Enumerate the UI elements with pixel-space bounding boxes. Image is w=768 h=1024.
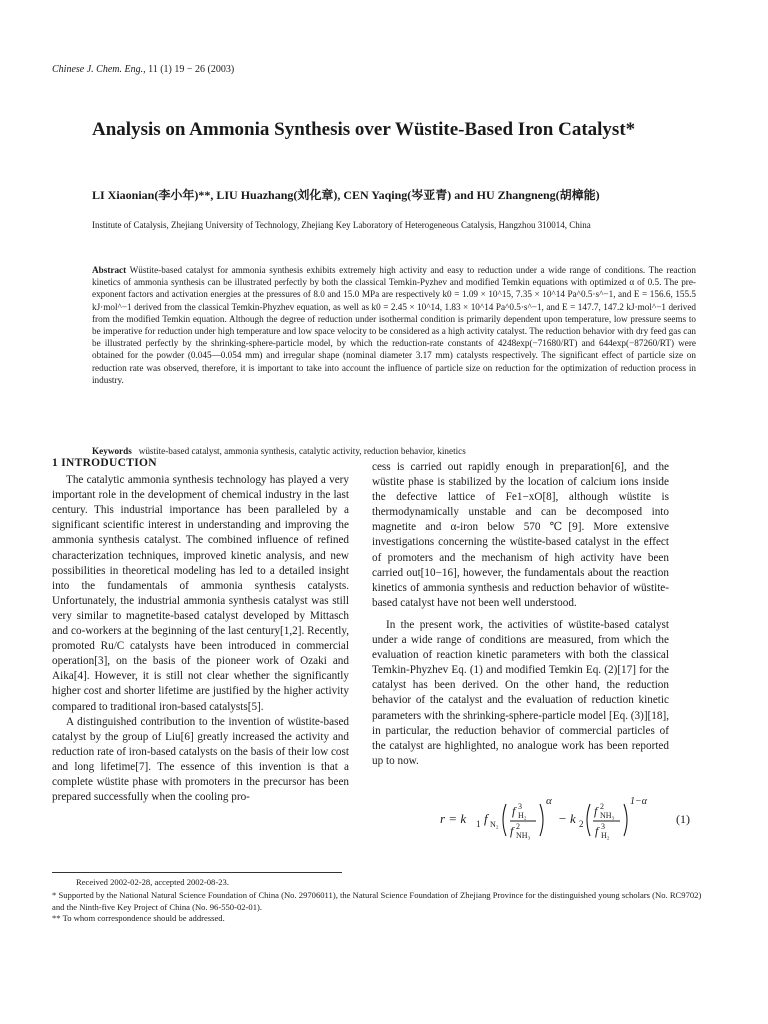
eq-h2-sup2: 3 [601,822,605,831]
journal-name: Chinese J. Chem. Eng., [52,64,146,75]
author-list: LI Xiaonian(李小年)**, LIU Huazhang(刘化章), CEN Yaqing(岑亚青) and HU Zhangneng(胡樟能) [92,188,600,202]
rate-equation [440,790,696,846]
eq-nh3-sup2: 2 [600,802,604,811]
eq-fnh3-num: f [594,804,598,818]
eq-nh3-sup: 2 [516,822,520,831]
journal-volume: 11 (1) 19 − 26 (2003) [148,64,235,75]
eq-fnh3-den: f [510,824,514,838]
paragraph: In the present work, the activities of wüstite-based catalyst under a wide range of conditions are measured, from which the evaluation of reaction kinetic parameters with both the classical Temkin-Phyzhev Eq. (1) and modified Temkin Eq. (2)[17] for the catalyst has been derived. On the other hand, the reduction behavior of the catalyst and the evaluation of reduction kinetic parameters with the shrinking-sphere-particle model [Eq. (3)][18], in particular, the reduction behavior of commercial particles of the catalyst are highlighted, no analogue work has been reported up to now. [372,618,669,767]
eq-alpha: α [546,795,552,807]
eq-n2-sub: N₂ [490,820,499,829]
footnote-received: Received 2002-02-28, accepted 2002-08-23. [76,877,229,887]
keywords-label: Keywords [92,446,132,456]
eq-number: (1) [676,812,690,826]
paragraph: The catalytic ammonia synthesis technology has played a very important role in the development of chemical industry in the last century. This industrial importance has been paralleled by a significant scientific interest in understanding and improving the ammonia synthesis catalyst. The combined influence of refined characterization techniques, improved kinetic analysis, and new possibilities in theoretical modeling has led to a detailed insight into the fundamentals of ammonia synthesis catalysts. Unfortunately, the industrial ammonia synthesis catalyst was still very similar to magnetite-based catalyst developed by Mittasch and co-workers at the beginning of the last century[1,2]. Recently, promoted Ru/C catalysts have been introduced in commercial operation[3], on the basis of the pioneer work of Ozaki and Aika[4]. However, it is still not clear whether the significantly higher cost and shorter lifetime are justified by the higher activity compared to traditional iron-based catalysts[5]. [52,474,349,713]
paragraph: cess is carried out rapidly enough in preparation[6], and the wüstite phase is stabilized by the location of calcium ions inside the defective lattice of Fe1−xO[8], although wüstite is thermodynamically unstable and can be decomposed into magnetite and α-iron below 570 ℃[9]. More extensive investigations concerning the wüstite-based catalyst in the effect of promoters and the mechanism of high activity have been carried out[10−16], however, the fundamentals about the reaction kinetics of ammonia synthesis and reduction behavior of wüstite-based catalyst have not been well understood. [372,461,669,609]
eq-k1-sub: 1 [476,819,481,829]
section-heading: 1 INTRODUCTION [52,457,157,469]
eq-one-minus-alpha: 1−α [630,796,647,807]
footnote-support: * Supported by the National Natural Science Foundation of China (No. 29706011), the Natural Science Foundation of Zhejiang Province for the distinguished young scholars (No. RC9702) and the Ninth-five Key Project of China (No. 96-550-02-01). [52,890,702,912]
eq-nh3-sub: NH₃ [516,831,531,840]
eq-h2-sub: H₂ [518,811,527,820]
abstract-text: Wüstite-based catalyst for ammonia synthesis exhibits extremely high activity and easy to reduction under a wide range of conditions. The reaction kinetics of ammonia synthesis can be illustrated perfectly by both the classical Temkin-Pyzhev and modified Temkin equations with optimized α of 0.5. The pre-exponent factors and activation energies at the pressures of 8.0 and 15.0 MPa are respectively k0 = 1.09 × 10^15, 7.35 × 10^14 Pa^0.5·s^−1, and E = 156.6, 155.5 kJ·mol^−1 derived from the classical Temkin-Phyzhev equation, as well as k0 = 2.45 × 10^14, 1.83 × 10^14 Pa^0.5·s^−1, and E = 147.7, 147.2 kJ·mol^−1 derived from the modified Temkin equation. Although the degree of reduction under isothermal condition is primarily dependent upon temperature, low pressure seems to be imperative for reduction under high temperature and low space velocity to be considered as a high activity catalyst. The reduction behavior with dry feed gas can be illustrated perfectly by the shrinking-sphere-particle model, by which the reduction-rate constants of 4248exp(−71680/RT) and 644exp(−87260/RT) were obtained for the powder (0.045—0.054 mm) and irregular shape (nominal diameter 3.17 mm) catalysts respectively. The significant effect of particle size on reduction rate was observed, therefore, it is important to take into account the influence of particle size on reduction for the optimization of reduction process in industry. [92,265,696,385]
eq-lhs: r = k [440,811,467,826]
footnote-rule [52,872,342,873]
paragraph: A distinguished contribution to the invention of wüstite-based catalyst by the group of Liu[6] greatly increased the activity and reduction rate of iron-based catalysts on the basis of their low cost and long lifetime[7]. The essence of this invention is that a complete wüstite phase with promoters in the precursor has been prepared successfully when the cooling pro- [52,715,349,804]
left-column [52,456,349,805]
right-column [372,460,669,769]
paper-title: Analysis on Ammonia Synthesis over Wüstite-Based Iron Catalyst* [92,119,636,140]
abstract-label: Abstract [92,265,127,275]
eq-k2-sub: 2 [579,819,584,829]
journal-citation [52,64,234,75]
eq-h2-sup: 3 [518,802,522,811]
eq-fn2: f [484,811,488,826]
footnote-correspondence: ** To whom correspondence should be addressed. [52,913,225,923]
abstract [92,264,696,386]
eq-fh2-den: f [595,824,599,838]
keywords-text: wüstite-based catalyst, ammonia synthesis, catalytic activity, reduction behavior, kinetics [138,446,466,456]
eq-nh3-sub2: NH₃ [600,811,615,820]
eq-h2-sub2: H₂ [601,831,610,840]
eq-minus-k: − k [558,811,576,826]
affiliation: Institute of Catalysis, Zhejiang University of Technology, Zhejiang Key Laboratory of Heterogeneous Catalysis, Hangzhou 310014, China [92,220,591,230]
eq-fh2-num: f [512,804,516,818]
